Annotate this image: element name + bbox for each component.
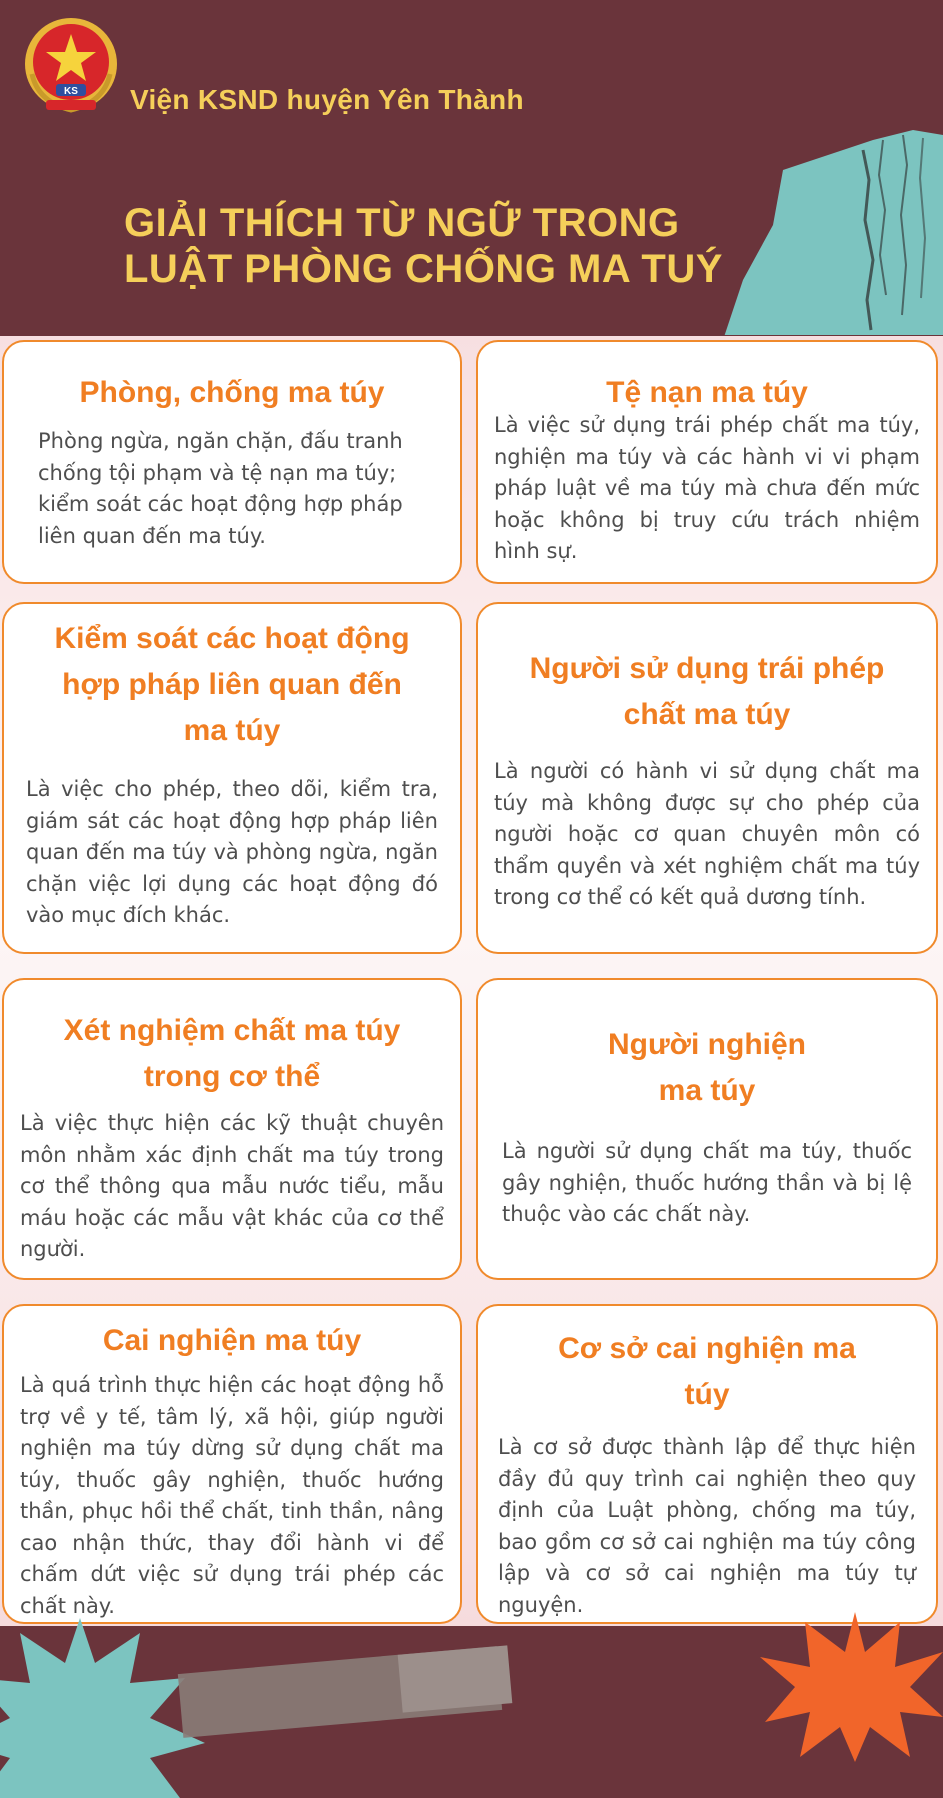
card-title: Người sử dụng trái phép chất ma túy [529,652,885,731]
card-kiem-soat [2,602,462,954]
card-nguoi-su-dung-trai-phep [476,602,938,954]
card-title: Kiểm soát các hoạt động hợp pháp liên quan đến ma túy [54,622,410,747]
card-body: Là việc thực hiện các kỹ thuật chuyên môn nhằm xác định chất ma túy trong cơ thể thông qua mẫu nước tiểu, mẫu máu hoặc các mẫu vật khác của cơ thể người. [20,1111,444,1261]
national-emblem-icon [18,14,124,120]
card-body: Là quá trình thực hiện các hoạt động hỗ trợ về y tế, tâm lý, xã hội, giúp người nghiện ma túy dừng sử dụng chất ma túy, thuốc gây nghiện, thuốc hướng thần, phục hồi thể chất, tinh thần, nâng cao nhận thức, thay đổi hành vi để chấm dứt việc sử dụng trái phép các chất này. [20,1373,444,1618]
decorative-tape-end [398,1645,513,1712]
card-title: Cơ sở cai nghiện ma túy [558,1332,856,1411]
card-body: Là người có hành vi sử dụng chất ma túy mà không được sự cho phép của người hoặc cơ quan chuyên môn có thẩm quyền và xét nghiệm chất ma túy trong cơ thể có kết quả dương tính. [494,759,920,909]
decorative-teal-shape [723,130,943,335]
card-body: Là người sử dụng chất ma túy, thuốc gây nghiện, thuốc hướng thần và bị lệ thuộc vào các chất này. [502,1139,912,1226]
card-title: Xét nghiệm chất ma túy trong cơ thể [63,1014,401,1093]
card-xet-nghiem [2,978,462,1280]
page-title [124,200,723,292]
organization-name: Viện KSND huyện Yên Thành [130,84,524,115]
card-cai-nghien [2,1304,462,1624]
card-te-nan-ma-tuy [476,340,938,584]
title-line-2: LUẬT PHÒNG CHỐNG MA TUÝ [124,247,723,291]
card-body: Là cơ sở được thành lập để thực hiện đầy đủ quy trình cai nghiện theo quy định của Luật phòng, chống ma túy, bao gồm cơ sở cai nghiện ma túy công lập và cơ sở cai nghiện ma túy tự nguyện. [498,1435,916,1617]
card-body: Là việc cho phép, theo dõi, kiểm tra, giám sát các hoạt động hợp pháp liên quan đến ma túy và phòng ngừa, ngăn chặn việc lợi dụng các hoạt động đó vào mục đích khác. [26,777,438,927]
svg-text:KS: KS [64,86,78,97]
header-banner [0,0,943,335]
card-body: Là việc sử dụng trái phép chất ma túy, nghiện ma túy và các hành vi vi phạm pháp luật về ma túy mà chưa đến mức hoặc không bị truy cứu trách nhiệm hình sự. [494,413,920,563]
card-body: Phòng ngừa, ngăn chặn, đấu tranh chống tội phạm và tệ nạn ma túy; kiểm soát các hoạt động hợp pháp liên quan đến ma túy. [38,429,403,548]
card-phong-chong-ma-tuy [2,340,462,584]
title-line-1: GIẢI THÍCH TỪ NGỮ TRONG [124,201,680,245]
card-co-so-cai-nghien [476,1304,938,1624]
card-title: Người nghiện ma túy [607,1028,807,1107]
card-nguoi-nghien [476,978,938,1280]
card-title: Cai nghiện ma túy [102,1324,362,1357]
decorative-orange-starburst [760,1612,943,1762]
card-title: Tệ nạn ma túy [606,376,808,409]
card-title: Phòng, chống ma túy [79,376,385,409]
